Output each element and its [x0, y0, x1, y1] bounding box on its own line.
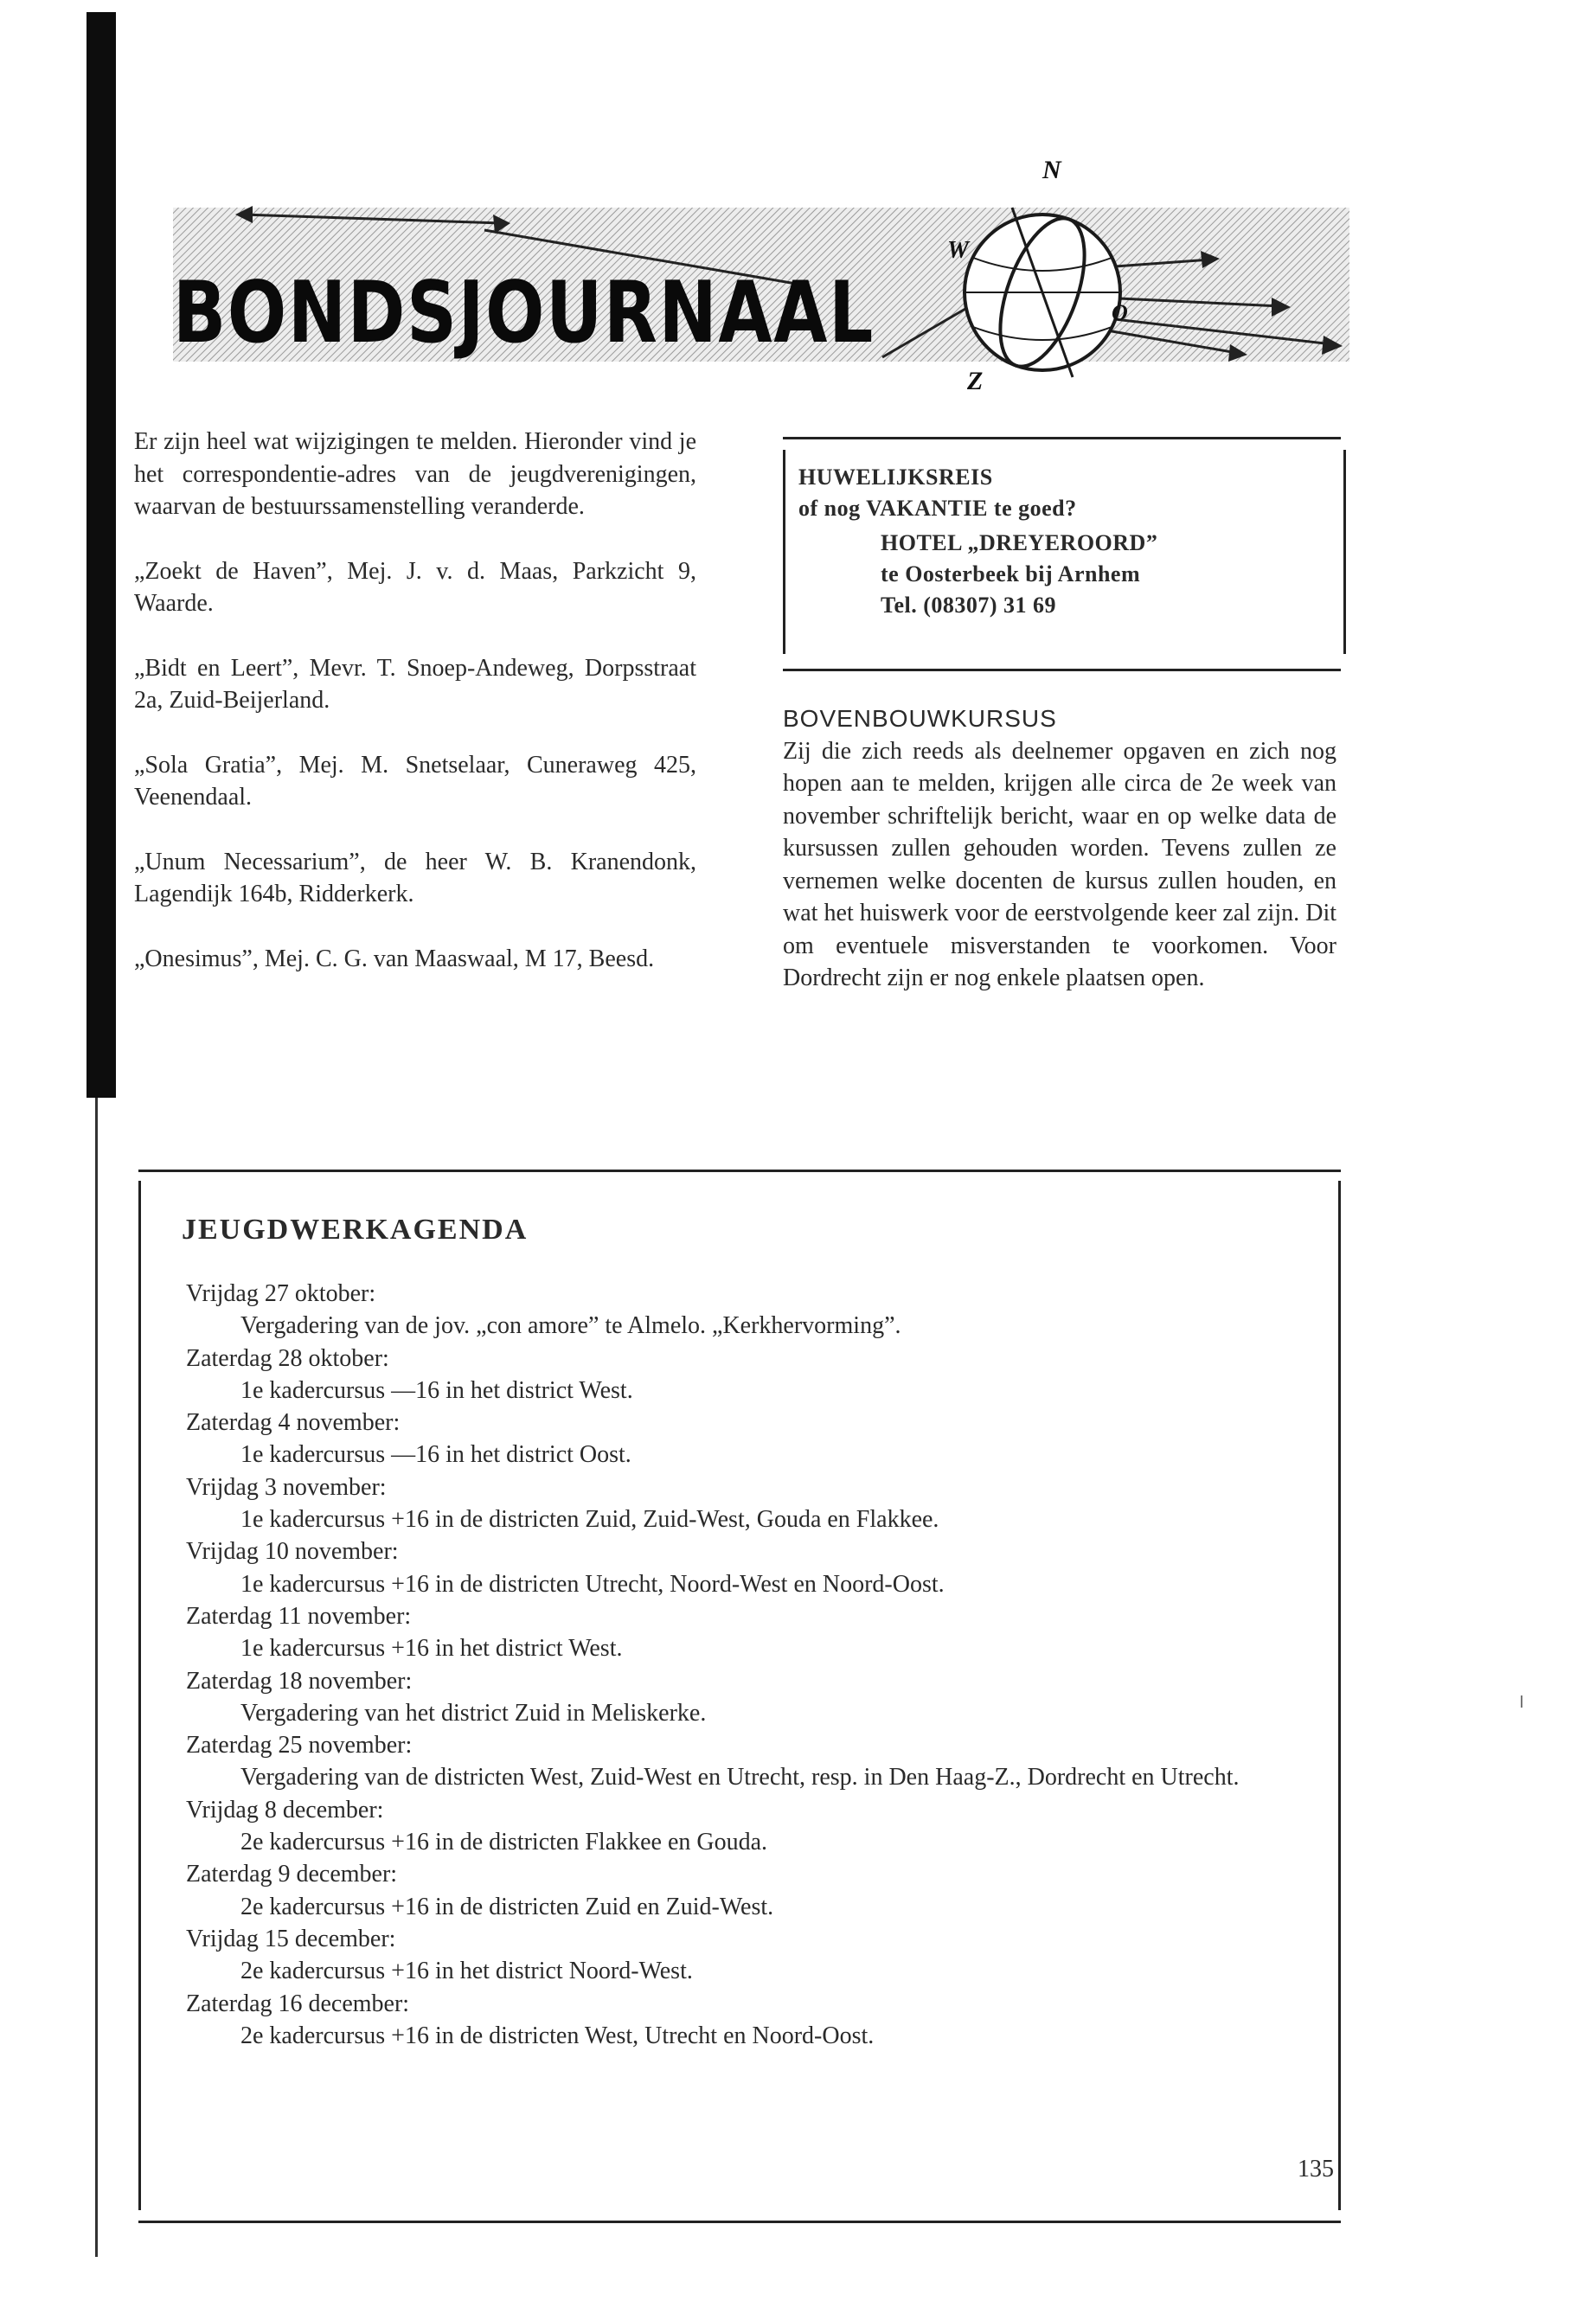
- agenda-date: Zaterdag 18 november:: [186, 1667, 413, 1695]
- agenda-date: Zaterdag 16 december:: [186, 1990, 410, 2017]
- address-entry: „Zoekt de Haven”, Mej. J. v. d. Maas, Parkzicht 9, Waarde.: [134, 557, 696, 617]
- agenda-list: [186, 1278, 1311, 2052]
- hotel-advert: [783, 437, 1341, 671]
- agenda-date: Vrijdag 15 december:: [186, 1925, 396, 1952]
- agenda-date: Vrijdag 3 november:: [186, 1473, 387, 1501]
- agenda-item: [186, 1343, 1311, 1407]
- agenda-event: 1e kadercursus +16 in de districten Utrecht, Noord-West en Noord-Oost.: [240, 1570, 945, 1598]
- agenda-date: Vrijdag 8 december:: [186, 1796, 384, 1823]
- agenda-title: JEUGDWERKAGENDA: [182, 1214, 529, 1246]
- agenda-date: Zaterdag 9 december:: [186, 1861, 398, 1888]
- compass-south: Z: [967, 367, 984, 395]
- agenda-item: [186, 1471, 1311, 1536]
- compass-north: N: [1042, 156, 1061, 184]
- advert-text: [798, 462, 1157, 621]
- course-body: Zij die zich reeds als deelnemer opgaven en zich nog hopen aan te melden, krijgen alle circa de 2e week van november schriftelijk bericht, waar en op welke data de kursussen zullen gehouden worden. Tevens zullen ze vernemen welke docenten de kursus zullen houden, en wat het huiswerk voor de eerstvolgende keer zal zijn. Dit om eventuele misverstanden te voorkomen. Voor Dordrecht zijn er nog enkele plaatsen open.: [783, 737, 1336, 991]
- intro-paragraph: Er zijn heel wat wijzigingen te melden. Hieronder vind je het correspondentie-adres van de jeugdverenigingen, waarvan de bestuurssamenstelling veranderde.: [134, 428, 696, 520]
- agenda-item: [186, 1923, 1311, 1988]
- address-entry: „Unum Necessarium”, de heer W. B. Kranendonk, Lagendijk 164b, Ridderkerk.: [134, 848, 696, 907]
- address-entry: „Bidt en Leert”, Mevr. T. Snoep-Andeweg, Dorpsstraat 2a, Zuid-Beijerland.: [134, 654, 696, 714]
- agenda-item: [186, 1600, 1311, 1665]
- agenda-event: Vergadering van de districten West, Zuid-West en Utrecht, resp. in Den Haag-Z., Dordrecht en Utrecht.: [240, 1764, 1240, 1791]
- masthead: [173, 154, 1375, 405]
- advert-location: te Oosterbeek bij Arnhem: [881, 561, 1141, 586]
- agenda-date: Zaterdag 25 november:: [186, 1732, 413, 1759]
- agenda-item: [186, 1794, 1311, 1859]
- agenda-event: Vergadering van het district Zuid in Meliskerke.: [240, 1699, 707, 1727]
- binding-rule: [95, 1098, 98, 2257]
- advert-phone: Tel. (08307) 31 69: [881, 593, 1057, 618]
- binding-edge: [87, 12, 116, 1098]
- agenda-date: Vrijdag 27 oktober:: [186, 1280, 376, 1307]
- agenda-event: Vergadering van de jov. „con amore” te Almelo. „Kerkhervorming”.: [240, 1312, 901, 1340]
- course-heading: BOVENBOUWKURSUS: [783, 705, 1057, 732]
- advert-line1: HUWELIJKSREIS: [798, 465, 993, 490]
- agenda-item: [186, 1278, 1311, 1343]
- agenda-item: [186, 1729, 1311, 1794]
- agenda-item: [186, 1665, 1311, 1730]
- agenda-event: 2e kadercursus +16 in de districten Flakkee en Gouda.: [240, 1829, 768, 1856]
- agenda-box: [138, 1170, 1341, 2223]
- stray-mark: [1521, 1695, 1522, 1708]
- address-entry: „Onesimus”, Mej. C. G. van Maaswaal, M 17, Beesd.: [134, 945, 655, 972]
- compass-west: W: [947, 237, 969, 264]
- agenda-date: Vrijdag 10 november:: [186, 1538, 399, 1566]
- agenda-event: 1e kadercursus +16 in het district West.: [240, 1635, 623, 1663]
- agenda-item: [186, 1535, 1311, 1600]
- agenda-event: 1e kadercursus +16 in de districten Zuid, Zuid-West, Gouda en Flakkee.: [240, 1506, 939, 1534]
- agenda-event: 2e kadercursus +16 in de districten Zuid en Zuid-West.: [240, 1893, 774, 1920]
- agenda-item: [186, 1858, 1311, 1923]
- page-number: 135: [1298, 2156, 1334, 2182]
- advert-hotel: HOTEL „DREYEROORD”: [881, 530, 1158, 555]
- agenda-event: 1e kadercursus —16 in het district Oost.: [240, 1441, 631, 1469]
- advert-line2: of nog VAKANTIE te goed?: [798, 496, 1077, 521]
- course-notice: [783, 702, 1336, 995]
- agenda-event: 2e kadercursus +16 in de districten West, Utrecht en Noord-Oost.: [240, 2022, 875, 2049]
- agenda-event: 2e kadercursus +16 in het district Noord-West.: [240, 1958, 693, 1985]
- address-entry: „Sola Gratia”, Mej. M. Snetselaar, Cuneraweg 425, Veenendaal.: [134, 751, 696, 811]
- agenda-date: Zaterdag 11 november:: [186, 1602, 412, 1630]
- agenda-item: [186, 1988, 1311, 2053]
- agenda-date: Zaterdag 4 november:: [186, 1409, 401, 1437]
- compass-east: O: [1112, 300, 1128, 325]
- agenda-item: [186, 1407, 1311, 1471]
- masthead-title: BONDSJOURNAAL: [173, 264, 875, 362]
- agenda-event: 1e kadercursus —16 in het district West.: [240, 1376, 633, 1404]
- left-column: [134, 426, 696, 975]
- agenda-date: Zaterdag 28 oktober:: [186, 1344, 389, 1372]
